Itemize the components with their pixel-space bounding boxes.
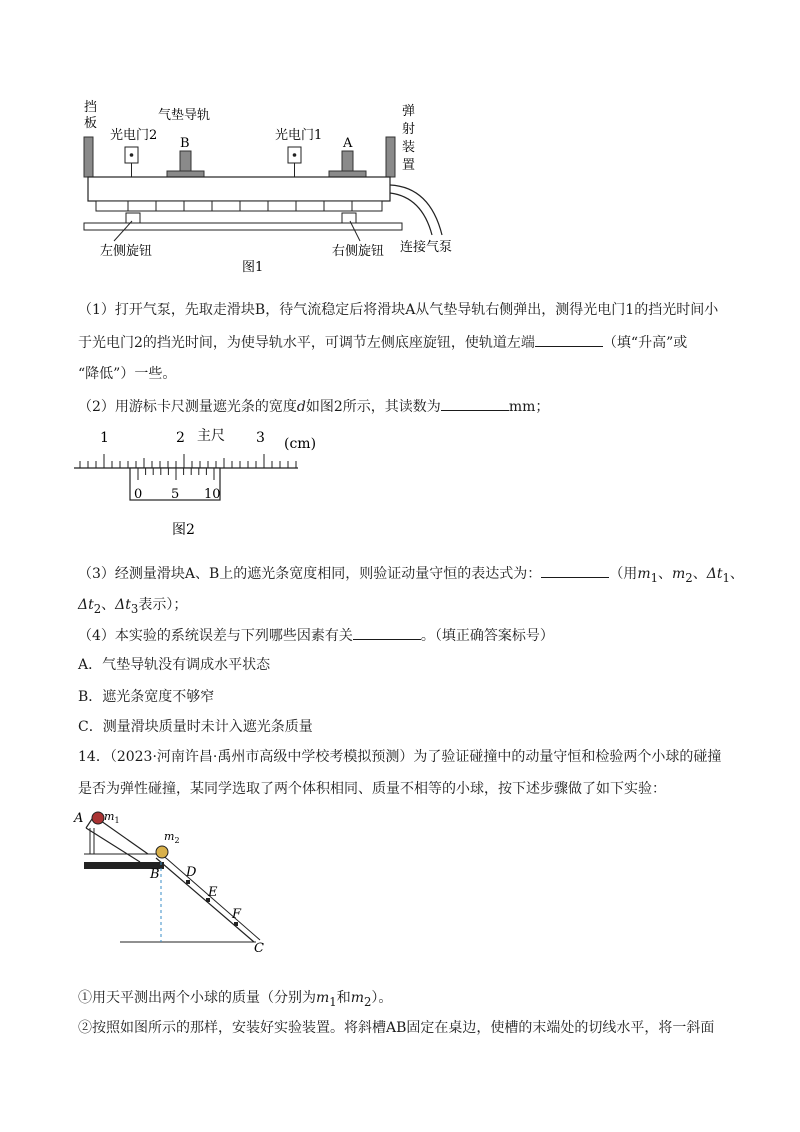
q1-line-1: （1）打开气泵，先取走滑块B，待气流稳定后将滑块A从气垫导轨右侧弹出，测得光电门1的挡光时间小 [78,302,719,318]
label-launcher-2: 射 [402,122,416,137]
figure-1-caption: 图1 [242,260,264,275]
label-launcher-4: 置 [402,158,416,173]
label-m2: $m_2$ [164,830,180,845]
label-gate1: 光电门1 [275,128,323,143]
label-slider-b: B [180,136,190,151]
step-1: ①用天平测出两个小球的质量（分别为$m_1$和$m_2$）。 [78,990,393,1009]
label-m1: $m_1$ [104,810,120,825]
q4-option-c: C．测量滑块质量时未计入遮光条质量 [78,719,313,735]
label-d: D [186,865,197,880]
track-base-segments [96,201,382,211]
label-left-knob: 左侧旋钮 [100,244,153,259]
right-knob [342,213,356,223]
main-tick-label-1: 1 [100,430,109,446]
answer-blank-1[interactable] [535,332,603,347]
left-knob [126,213,140,223]
label-b: B [150,867,160,882]
q4-option-b: B．遮光条宽度不够窄 [78,689,215,705]
label-c: C [254,941,264,956]
label-a: A [74,811,84,826]
vernier-tick-label-0: 0 [134,487,143,502]
step-2: ②按照如图所示的那样，安装好实验装置。将斜槽AB固定在桌边，使槽的末端处的切线水平，将一斜面 [78,1020,715,1036]
ball-m1 [92,812,104,824]
incline-bc [156,858,254,942]
q14-line-2: 是否为弹性碰撞，某同学选取了两个体积相同、质量不相等的小球，按下述步骤做了如下实验： [78,781,666,797]
figure-3-incline-setup [70,800,280,960]
q1-line-3: “降低”）一些。 [78,366,177,382]
vernier-tick-label-5: 5 [171,487,180,502]
vernier-tick-label-10: 10 [204,487,221,502]
air-track-body [88,177,390,201]
label-slider-a: A [343,136,353,151]
main-tick-label-3: 3 [256,430,265,446]
ball-m2 [156,846,168,858]
label-launcher-3: 装 [402,140,416,155]
q3-line-2: $\Delta t_2$、$\Delta t_3$表示）； [78,597,188,616]
label-gate2: 光电门2 [110,128,158,143]
label-launcher-1: 弹 [402,104,416,119]
answer-blank-3[interactable] [541,563,609,578]
slider-b-flag [180,151,191,173]
main-scale-ticks [80,454,296,468]
q2-line: （2）用游标卡尺测量遮光条的宽度d如图2所示，其读数为 mm； [78,396,549,417]
label-e: E [208,885,218,900]
answer-blank-2[interactable] [441,396,509,411]
q4-line: （4）本实验的系统误差与下列哪些因素有关 。（填正确答案标号） [78,625,554,646]
label-air-track: 气垫导轨 [158,108,211,123]
q3-line-1: （3）经测量滑块A、B上的遮光条宽度相同，则验证动量守恒的表达式为： （用$m_1$、$m_2$、$\Delta t_1$、 [78,563,744,588]
q14-line-1: 14．（2023·河南许昌·禹州市高级中学校考模拟预测）为了验证碰撞中的动量守恒和检验两个小球的碰撞 [78,749,722,765]
launcher-post [386,137,395,177]
label-right-knob: 右侧旋钮 [332,244,385,259]
answer-blank-4[interactable] [353,625,421,640]
label-baffle-2: 板 [84,116,98,131]
main-tick-label-2: 2 [176,430,185,446]
label-pump: 连接气泵 [400,240,453,255]
baffle-post [84,137,93,177]
figure-2-caption: 图2 [172,522,195,538]
q1-line-2: 于光电门2的挡光时间，为使导轨水平，可调节左侧底座旋钮，使轨道左端 （填“升高”或 [78,332,687,353]
slider-a-flag [342,151,353,173]
label-f: F [232,907,242,922]
unit-label: (cm) [284,436,317,452]
figure-2-vernier-caliper [70,422,330,547]
label-baffle-1: 挡 [84,100,98,115]
figure-1-air-track [70,95,490,275]
q4-option-a: A．气垫导轨没有调成水平状态 [78,657,271,673]
main-scale-label: 主尺 [197,428,225,444]
